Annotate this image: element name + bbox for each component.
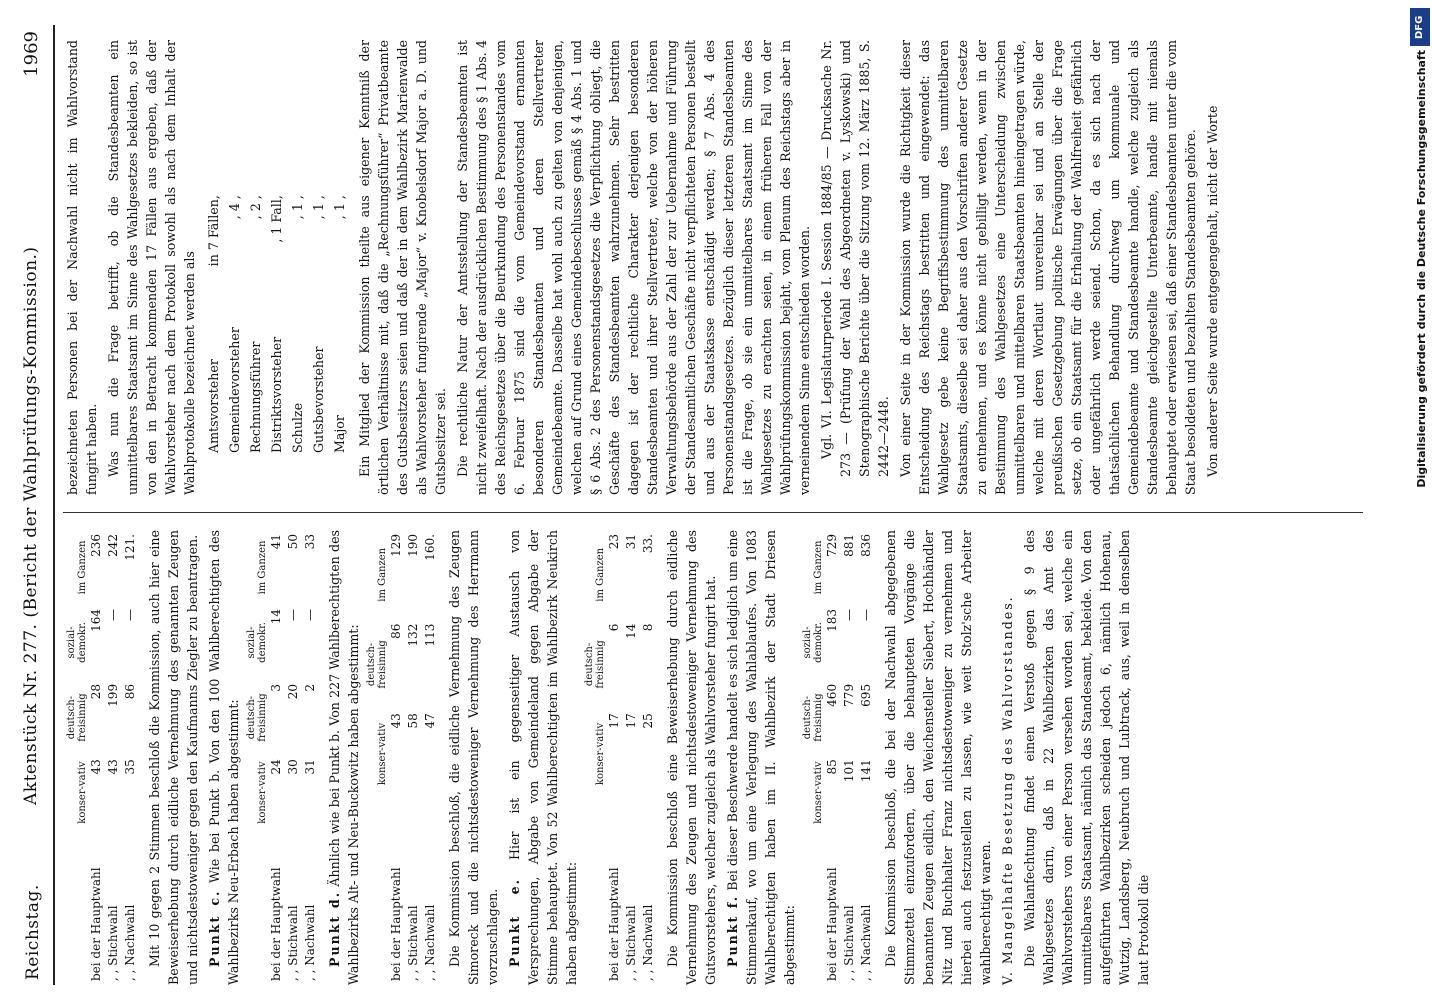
paragraph: Bei dieser Beschwerde handelt es sich lediglich um eine Stimmenkauf, wo um eine Verlegung des Wahlablaufes. Von 1083 Wahlberechtigten haben im II. Wahlbezirk der Stadt Driesen abgestimmt: bbox=[725, 530, 797, 985]
list-item: Major , 1 , bbox=[332, 195, 347, 453]
paragraph: Die Kommission beschloß, die eidliche Vernehmung des Zeugen Simoreck und die nichtsdestoweniger Vernehmung des Herrmann vorzuschlagen. bbox=[447, 530, 500, 985]
table-row: , , Nachwahl 31 2 — 33 bbox=[303, 534, 317, 981]
list-item: Gemeindevorsteher , 4 , bbox=[227, 195, 242, 453]
running-header bbox=[15, 25, 55, 985]
th-total: im Ganzen bbox=[77, 540, 88, 595]
official-list bbox=[202, 193, 351, 455]
section-heading: V. Mangelhafte Besetzung des Wahlvorstandes. bbox=[1000, 595, 1015, 985]
header-left: Reichstag. bbox=[23, 884, 43, 980]
table-row: , , Nachwahl 35 86 — 121. bbox=[123, 534, 137, 981]
paragraph: Die Kommission beschloß eine Beweiserhebung durch eidliche Vernehmung des Zeugen und nichtsdestoweniger Vernehmung des Gutsvorstehers, welcher zugleich als Wahlvorsteher fungirt hat. bbox=[665, 530, 718, 985]
table-row: , , Nachwahl 25 8 33. bbox=[641, 534, 655, 981]
th-freisinnig: deutsch-freisinnig bbox=[66, 693, 88, 742]
table-row: , , Stichwahl 58 132 190 bbox=[406, 534, 420, 981]
paragraph: Von anderer Seite wurde entgegengehalt, nicht der Worte bbox=[1205, 105, 1220, 477]
rotated-page-content bbox=[15, 25, 1400, 985]
table-row: , , Stichwahl 43 199 — 242 bbox=[106, 534, 120, 981]
th-konservativ: konser-vativ bbox=[77, 761, 88, 824]
list-item: Distriktsvorsteher , 1 Fall, bbox=[269, 195, 284, 453]
vote-table-3: konser-vativ deutsch-freisinnig im Ganzen bei der Hauptwahl 43 86 129 , , Stichwahl 58 132 190 , , Nachwahl 47 113 160. bbox=[366, 530, 439, 985]
paragraph: Die rechtliche Natur der Amtsstellung der Standesbeamten ist nicht zweifelhaft. Nach der ausdrücklichen Bestimmung des § 1 Abs. 4 des Reichsgesetzes über die Beurkundung des Personenstandes vom 6. Februar 1875 sind die vom Gemeindevorstand ernannten besonderen Standesbeamten und deren Stellvertreter Gemeindebeamte. Dasselbe hat wohl auch zu gelten von denjenigen, welchen auf Grund eines Gemeindebeschlusses gemäß § 4 Abs. 1 und § 6 Abs. 2 des Personenstandsgesetzes die Verpflichtung obliegt, die Geschäfte des Standesbeamten wahrzunehmen. Sehr bestritten dagegen ist der rechtliche Charakter derjenigen besonderen Standesbeamten und ihrer Stellvertreter, welche von der höheren Verwaltungsbehörde aus der Zahl der zur Uebernahme und Führung der Standesamtlichen Geschäfte nicht verpflichteten Personen bestellt und aus der Staatskasse entschädigt werden; § 7 Abs. 4 des Personenstandsgesetzes. Bezüglich dieser letzteren Standesbeamten ist die Frage, ob sie ein unmittelbares Staatsamt im Sinne des Wahlgesetzes zu erachten seien, in einem früheren Fall von der Wahlprüfungskommission bejaht, vom Plenum des Reichstags aber in verneinendem Sinne entschieden worden. bbox=[455, 40, 812, 495]
paragraph: bezeichneten Personen bei der Nachwahl nicht im Wahlvorstand fungirt haben. bbox=[65, 40, 99, 495]
list-item: Rechnungsführer , 2 , bbox=[248, 195, 263, 453]
table-row: , , Stichwahl 30 20 — 50 bbox=[286, 534, 300, 981]
header-rule bbox=[53, 25, 55, 985]
punkt-c-label: Punkt c. bbox=[207, 889, 222, 967]
vote-table-1 bbox=[66, 530, 139, 985]
punkt-f-label: Punkt f. bbox=[725, 894, 740, 967]
paragraph: Die Kommission beschloß, die bei der Nachwahl abgegebenen Stimmzettel einzufordern, über die behaupteten Vorgänge die benannten Zeugen eidlich, den Weichensteller Siebert, Hochhändler Nitz und Buchhalter Franz nichtsdestoweniger zu vernehmen und hierbei auch festzustellen zu lassen, wie weit Stolz'sche Arbeiter wahlberechtigt waren. bbox=[883, 530, 993, 985]
table-row: bei der Hauptwahl 43 86 129 bbox=[389, 534, 403, 981]
list-item: Amtsvorsteher in 7 Fällen, bbox=[206, 195, 221, 453]
paragraph: Mit 10 gegen 2 Stimmen beschloß die Kommission, auch hier eine Beweiserhebung durch eidliche Vernehmung des genannten Zeugen und nichtsdestoweniger gegen den Kaufmanns Ziegler zu beantragen. bbox=[147, 530, 200, 985]
table-row: , , Nachwahl 47 113 160. bbox=[423, 534, 437, 981]
paragraph: Die Wahlanfechtung findet einen Verstoß gegen § 9 des Wahlgesetzes darin, daß in 22 Wahlbezirken das Amt des Wahlvorstehers von einer Person versehen worden sei, welche ein unmittelbares Staatsamt, nämlich das Standesamt, bekleide. Von den aufgeführten Wahlbezirken scheiden jedoch 6, nämlich Hohenau, Wutzig, Landsberg, Neubruch und Lubtrack, aus, weil in denselben laut Protokoll die bbox=[1022, 530, 1151, 985]
list-item: Gutsbevorsteher , 1 , bbox=[311, 195, 326, 453]
table-row: , , Nachwahl 141 695 — 836 bbox=[859, 534, 873, 981]
paragraph: Ein Mitglied der Kommission theilte aus eigener Kenntniß der örtlichen Verhältnisse mit, daß die „Rechnungsführer“ Privatbeamte des Gutsbesitzers seien und daß der in dem Wahlbezirk Marienwalde als Wahlvorsteher fungirende „Major“ v. Knobelsdorf Major a. D. und Gutsbesitzer sei. bbox=[357, 40, 448, 495]
column-divider bbox=[63, 512, 1363, 513]
table-row: bei der Hauptwahl 43 28 164 236 bbox=[89, 534, 103, 981]
paragraph: Was nun die Frage betrifft, ob die Standesbeamten ein unmittelbares Staatsamt im Sinne des Wahlgesetzes bekleiden, so ist von den in Betracht kommenden 17 Fällen aus ergeben, daß der Wahlvorsteher nach dem Protokoll sowohl als nach dem Inhalt der Wahlprotokolle bezeichnet werden als bbox=[106, 40, 197, 495]
th-sozialdem: sozial-demokr. bbox=[66, 622, 88, 663]
header-title: Aktenstück Nr. 277. (Bericht der Wahlprüfungs-Kommission.) bbox=[21, 246, 41, 805]
punkt-e-label: Punkt e. bbox=[507, 877, 522, 967]
paragraph: Wie bei Punkt b. Von den 100 Wahlberechtigten des Wahlbezirks Neu-Erbach haben abgestimmt: bbox=[207, 529, 241, 985]
reference-note: Vgl. VI. Legislaturperiode I. Session 1884/85 — Drucksache Nr. 273 — (Prüfung der Wahl des Abgeordneten v. Lyskowski) und Stenographische Berichte über die Sitzung vom 12. März 1885, S. 2442—2448. bbox=[819, 40, 891, 477]
paragraph: Hier ist ein gegenseitiger Austausch von Versprechungen, Abgabe von Gemeindeland gegen Abgabe der Stimme behauptet. Von 52 Wahlberechtigten im Wahlbezirk Neukirch haben abgestimmt: bbox=[507, 530, 579, 985]
right-column bbox=[63, 40, 1393, 495]
table-row: bei der Hauptwahl 24 3 14 41 bbox=[269, 534, 283, 981]
digitization-credit: Digitalisierung gefördert durch die Deutsche Forschungsgemeinschaft bbox=[1415, 50, 1428, 488]
table-row: bei der Hauptwahl 85 460 183 729 bbox=[825, 534, 839, 981]
page-number: 1969 bbox=[21, 31, 42, 77]
table-row: bei der Hauptwahl 17 6 23 bbox=[607, 534, 621, 981]
vote-table-4: konser-vativ deutsch-freisinnig im Ganzen bei der Hauptwahl 17 6 23 , , Stichwahl 17 14 31 , , Nachwahl 25 8 33. bbox=[584, 530, 657, 985]
table-row: , , Stichwahl 17 14 31 bbox=[624, 534, 638, 981]
paragraph: Ähnlich wie bei Punkt b. Von 227 Wahlberechtigten des Wahlbezirks Alt- und Neu-Buckowitz haben abgestimmt: bbox=[327, 530, 361, 985]
left-column bbox=[63, 530, 1393, 985]
vote-table-5: konser-vativ deutsch-freisinnig sozial-demokr. im Ganzen bei der Hauptwahl 85 460 183 729 , , Stichwahl 101 779 — 881 , , Nachwahl 141 695 — 836 bbox=[802, 530, 875, 985]
paragraph: Von einer Seite in der Kommission wurde die Richtigkeit dieser Entscheidung des Reichstags bestritten und eingewendet: das Wahlgesetz gebe keine Begriffsbestimmung des unmittelbaren Staatsamts, dieselbe sei daher aus den Vorschriften anderer Gesetze zu entnehmen, und es könne nicht gebilligt werden, wenn in der Bestimmung des Wahlgesetzes eine Unterscheidung zwischen unmittelbaren und mittelbaren Staatsbeamten hineingetragen würde, welche mit deren Wortlaut unvereinbar sei und an Stelle der preußischen Gesetzgebung politische Erwägungen über die Frage setze, ob ein Staatsamt für die Erhaltung der Wahlfreiheit gefährlich oder ungefährlich werde seiend. Schon, da es sich nach der thatsächlichen Behandlung durchweg um kommunale und Gemeindebeamte und Standesbeamte handle, welche zugleich als Standesbeamte gleichgestellte Unterbeamte, handle mit niemals behauptet oder erwiesen sei, daß einer Standesbeamten unter die vom Staat besoldeten und bezahlten Standesbeamten gehöre. bbox=[898, 40, 1198, 495]
table-row: , , Stichwahl 101 779 — 881 bbox=[842, 534, 856, 981]
dfg-logo: DFG bbox=[1410, 8, 1430, 46]
vote-table-2: konser-vativ deutsch-freisinnig sozial-demokr. im Ganzen bei der Hauptwahl 24 3 14 41 , , Stichwahl 30 20 — 50 , , Nachwahl 31 2 — 33 bbox=[246, 530, 319, 985]
digitization-sidebar bbox=[1410, 8, 1430, 988]
punkt-d-label: Punkt d. bbox=[327, 890, 342, 967]
list-item: Schulze , 1 , bbox=[290, 195, 305, 453]
